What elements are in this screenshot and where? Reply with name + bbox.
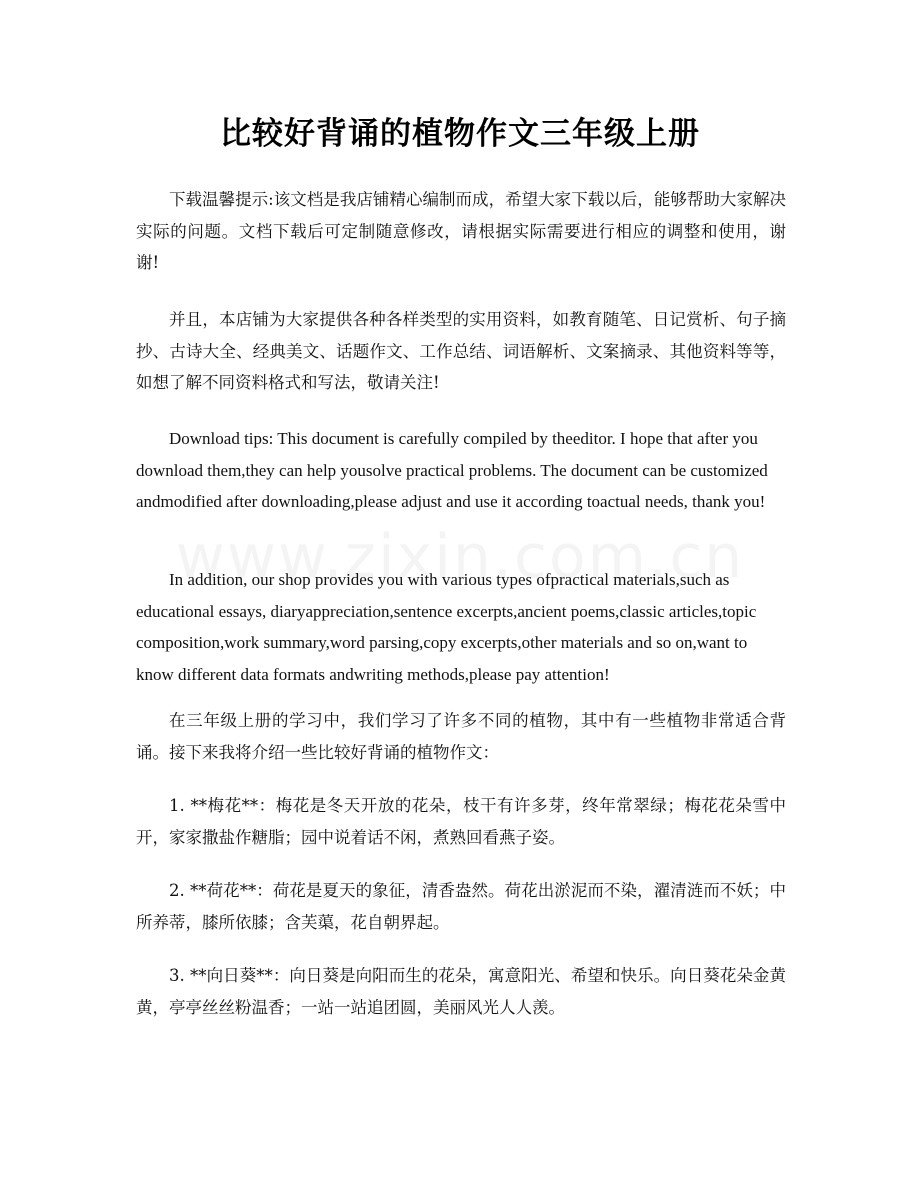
download-tip-en-paragraph: Download tips: This document is carefully compiled by theeditor. I hope that after you download them,they can help yousolve practical problems. The document can be customized andmodified after downloading,please adjust and use it according toactual needs, thank you!: [136, 429, 768, 511]
document-title: 比较好背诵的植物作文三年级上册: [220, 116, 700, 152]
shop-intro-en-paragraph: In addition, our shop provides you with various types ofpractical materials,such as educational essays, diaryappreciation,sentence excerpts,ancient poems,classic articles,topic composition,work summary,word parsing,copy excerpts,other materials and so on,want to know different data formats andwriting methods,please pay attention!: [136, 570, 757, 684]
shop-intro-zh-paragraph: 并且，本店铺为大家提供各种各样类型的实用资料，如教育随笔、日记赏析、句子摘抄、古诗大全、经典美文、话题作文、工作总结、词语解析、文案摘录、其他资料等等，如想了解不同资料格式和写法，敬请关注!: [136, 310, 786, 392]
download-tip-zh-paragraph: 下载温馨提示:该文档是我店铺精心编制而成，希望大家下载以后，能够帮助大家解决实际的问题。文档下载后可定制随意修改，请根据实际需要进行相应的调整和使用，谢谢!: [136, 190, 786, 272]
plant-item-lotus: 2. **荷花**：荷花是夏天的象征，清香盎然。荷花出淤泥而不染，濯清涟而不妖；中所养蒂，膝所依膝；含芙蕖，花自朝界起。: [136, 881, 786, 932]
essay-intro-paragraph: 在三年级上册的学习中，我们学习了许多不同的植物，其中有一些植物非常适合背诵。接下来我将介绍一些比较好背诵的植物作文：: [136, 711, 786, 762]
plant-item-sunflower: 3. **向日葵**：向日葵是向阳而生的花朵，寓意阳光、希望和快乐。向日葵花朵金黄黄，亭亭丝丝粉温香；一站一站追团圆，美丽风光人人羡。: [136, 966, 786, 1017]
plant-item-plum-blossom: 1. **梅花**：梅花是冬天开放的花朵，枝干有许多芽，终年常翠绿；梅花花朵雪中开，家家撒盐作糖脂；园中说着话不闲，煮熟回看燕子姿。: [136, 796, 786, 847]
